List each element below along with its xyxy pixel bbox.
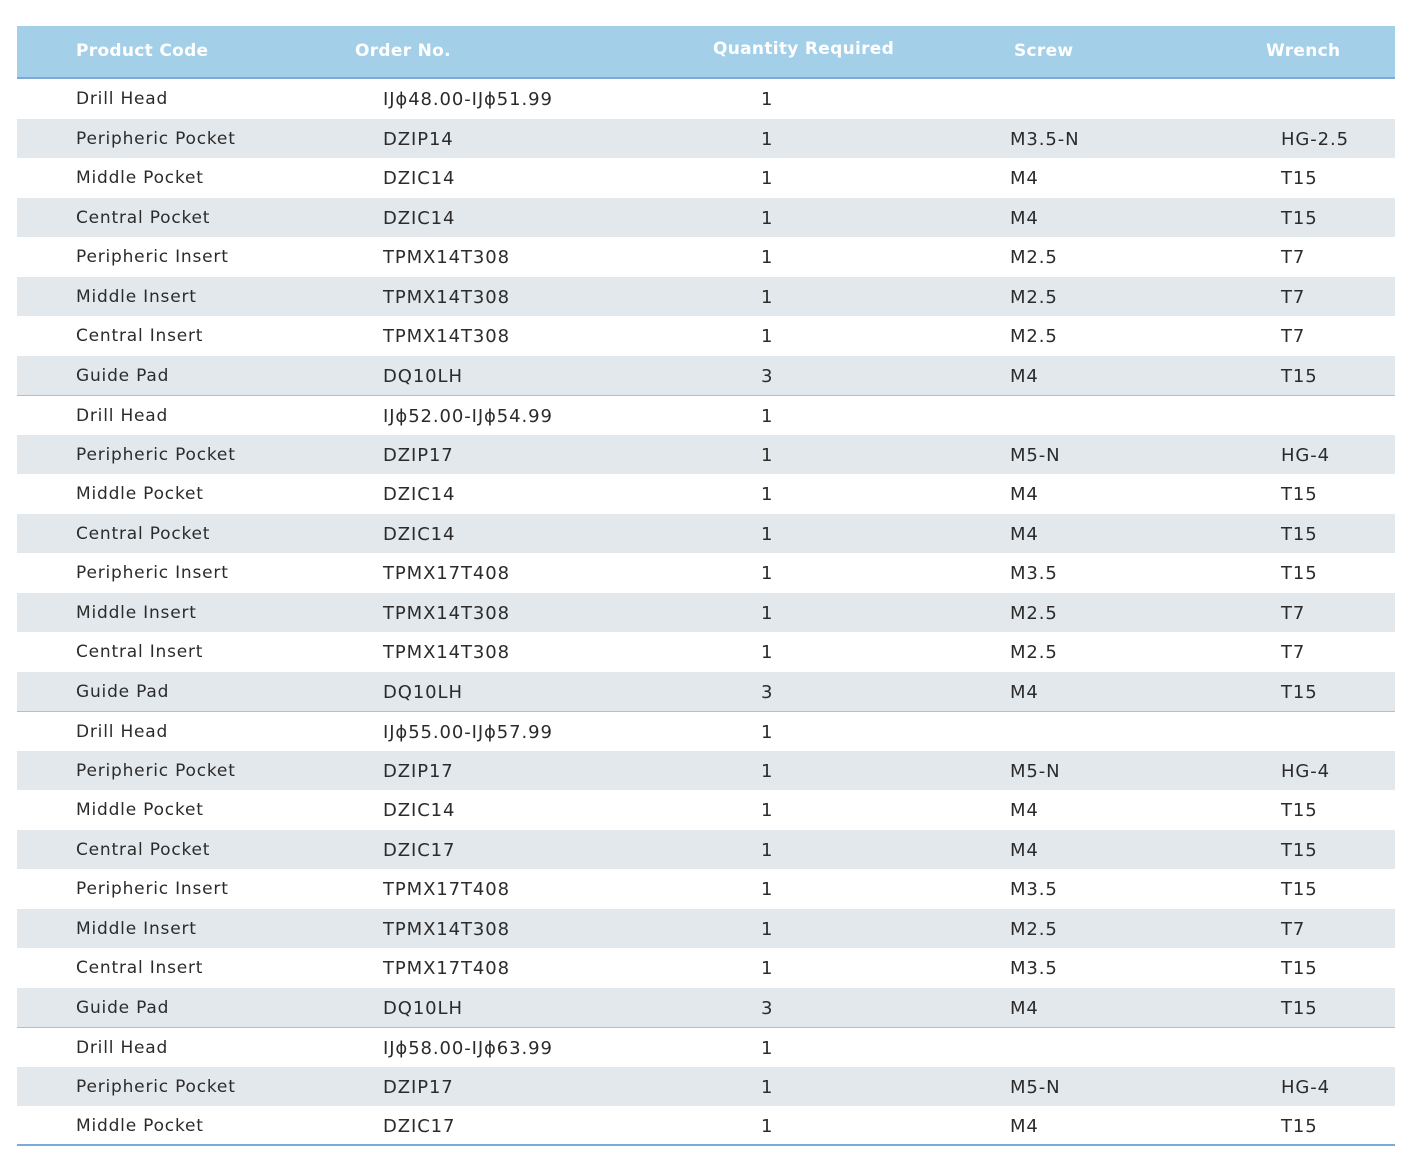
quantity-cell: 1 [761,722,774,743]
screw-cell: M2.5 [1010,286,1058,308]
table-row [17,514,1395,554]
screw-cell: M4 [1010,484,1039,505]
product-code-cell: Guide Pad [76,997,170,1018]
wrench-cell: T15 [1281,958,1318,979]
header-product-code: Product Code [76,41,209,61]
quantity-cell: 1 [761,168,774,189]
wrench-cell: HG-4 [1281,444,1331,466]
order-no-cell: TPMX14T308 [383,918,510,940]
table-row [17,830,1395,870]
wrench-cell: T15 [1281,523,1318,545]
screw-cell: M4 [1010,839,1039,861]
wrench-cell: T7 [1281,602,1306,624]
product-code-cell: Drill Head [76,1038,169,1058]
quantity-cell: 1 [761,207,774,229]
wrench-cell: T15 [1281,1116,1318,1137]
wrench-cell: T7 [1281,326,1306,347]
wrench-cell: HG-4 [1281,1076,1331,1098]
quantity-cell: 1 [761,563,774,584]
wrench-cell: T15 [1281,563,1318,584]
order-no-cell: TPMX14T308 [383,602,510,624]
order-no-cell: DZIC14 [383,484,456,505]
product-code-cell: Drill Head [76,722,169,742]
table-row [17,158,1395,198]
product-code-cell: Peripheric Pocket [76,444,236,465]
wrench-cell: T15 [1281,484,1318,505]
order-no-cell: TPMX17T408 [383,879,510,900]
quantity-cell: 3 [761,365,774,387]
table-row [17,711,1395,751]
quantity-cell: 1 [761,760,774,782]
product-code-cell: Middle Insert [76,602,197,623]
product-code-cell: Central Pocket [76,207,211,228]
wrench-cell: HG-2.5 [1281,128,1350,150]
table-row [17,790,1395,830]
order-no-cell: DZIC14 [383,207,456,229]
table-header [17,26,1395,79]
wrench-cell: T15 [1281,365,1318,387]
quantity-cell: 1 [761,839,774,861]
table-row [17,119,1395,159]
table-row [17,198,1395,238]
header-wrench: Wrench [1266,41,1341,61]
table-row [17,1027,1395,1067]
wrench-cell: T15 [1281,879,1318,900]
table-row [17,948,1395,988]
quantity-cell: 1 [761,326,774,347]
quantity-cell: 1 [761,958,774,979]
quantity-cell: 1 [761,1076,774,1098]
order-no-cell: DQ10LH [383,681,463,703]
product-code-cell: Middle Insert [76,286,197,307]
header-screw: Screw [1014,41,1074,61]
screw-cell: M5-N [1010,1076,1061,1098]
screw-cell: M2.5 [1010,602,1058,624]
product-code-cell: Peripheric Insert [76,879,229,899]
order-no-cell: DQ10LH [383,365,463,387]
quantity-cell: 1 [761,247,774,268]
order-no-cell: DZIC14 [383,800,456,821]
order-no-cell: TPMX14T308 [383,286,510,308]
product-code-cell: Middle Pocket [76,484,204,504]
product-code-cell: Central Insert [76,958,204,978]
product-code-cell: Peripheric Insert [76,247,229,267]
product-code-cell: Guide Pad [76,365,170,386]
product-code-cell: Peripheric Insert [76,563,229,583]
product-code-cell: Drill Head [76,89,169,109]
quantity-cell: 1 [761,406,774,427]
screw-cell: M4 [1010,523,1039,545]
product-code-cell: Middle Pocket [76,800,204,820]
table-row [17,1106,1395,1146]
table-row [17,1067,1395,1107]
screw-cell: M3.5 [1010,879,1058,900]
table-row [17,395,1395,435]
screw-cell: M2.5 [1010,326,1058,347]
wrench-cell: T15 [1281,997,1318,1019]
order-no-cell: DZIC17 [383,1116,456,1137]
header-quantity-required: Quantity Required [713,39,895,59]
order-no-cell: DZIC14 [383,168,456,189]
header-order-no: Order No. [355,41,451,61]
product-code-cell: Peripheric Pocket [76,760,236,781]
product-code-cell: Middle Pocket [76,168,204,188]
wrench-cell: T7 [1281,286,1306,308]
table-row [17,593,1395,633]
order-no-cell: IJϕ58.00-IJϕ63.99 [383,1038,553,1059]
wrench-cell: T7 [1281,642,1306,663]
product-code-cell: Central Pocket [76,839,211,860]
quantity-cell: 3 [761,997,774,1019]
table-body [17,79,1395,1146]
quantity-cell: 1 [761,879,774,900]
order-no-cell: TPMX17T408 [383,563,510,584]
product-code-cell: Guide Pad [76,681,170,702]
quantity-cell: 1 [761,523,774,545]
screw-cell: M2.5 [1010,642,1058,663]
order-no-cell: TPMX14T308 [383,247,510,268]
order-no-cell: DZIP17 [383,444,454,466]
wrench-cell: T15 [1281,168,1318,189]
screw-cell: M5-N [1010,444,1061,466]
screw-cell: M3.5 [1010,563,1058,584]
table-row [17,435,1395,475]
product-code-cell: Drill Head [76,406,169,426]
quantity-cell: 3 [761,681,774,703]
table-row [17,632,1395,672]
table-row [17,672,1395,712]
screw-cell: M2.5 [1010,918,1058,940]
quantity-cell: 1 [761,444,774,466]
order-no-cell: TPMX17T408 [383,958,510,979]
table-row [17,869,1395,909]
screw-cell: M4 [1010,681,1039,703]
order-no-cell: DZIP14 [383,128,454,150]
quantity-cell: 1 [761,128,774,150]
screw-cell: M4 [1010,207,1039,229]
order-no-cell: DQ10LH [383,997,463,1019]
table-row [17,316,1395,356]
order-no-cell: IJϕ52.00-IJϕ54.99 [383,406,553,427]
product-code-cell: Middle Pocket [76,1116,204,1136]
quantity-cell: 1 [761,1116,774,1137]
screw-cell: M2.5 [1010,247,1058,268]
order-no-cell: TPMX14T308 [383,642,510,663]
quantity-cell: 1 [761,800,774,821]
product-code-cell: Central Pocket [76,523,211,544]
table-row [17,237,1395,277]
product-code-cell: Peripheric Pocket [76,128,236,149]
order-no-cell: TPMX14T308 [383,326,510,347]
quantity-cell: 1 [761,918,774,940]
wrench-cell: T7 [1281,247,1306,268]
product-code-cell: Central Insert [76,326,204,346]
wrench-cell: T15 [1281,681,1318,703]
screw-cell: M4 [1010,997,1039,1019]
quantity-cell: 1 [761,89,774,110]
order-no-cell: DZIC17 [383,839,456,861]
quantity-cell: 1 [761,484,774,505]
screw-cell: M4 [1010,168,1039,189]
order-no-cell: IJϕ55.00-IJϕ57.99 [383,722,553,743]
table-row [17,751,1395,791]
quantity-cell: 1 [761,286,774,308]
screw-cell: M4 [1010,1116,1039,1137]
product-code-cell: Middle Insert [76,918,197,939]
quantity-cell: 1 [761,642,774,663]
quantity-cell: 1 [761,1038,774,1059]
screw-cell: M3.5-N [1010,128,1080,150]
wrench-cell: HG-4 [1281,760,1331,782]
wrench-cell: T15 [1281,800,1318,821]
screw-cell: M4 [1010,800,1039,821]
order-no-cell: DZIC14 [383,523,456,545]
quantity-cell: 1 [761,602,774,624]
wrench-cell: T7 [1281,918,1306,940]
order-no-cell: IJϕ48.00-IJϕ51.99 [383,89,553,110]
table-row [17,356,1395,396]
table-row [17,474,1395,514]
table-row [17,79,1395,119]
screw-cell: M3.5 [1010,958,1058,979]
table-row [17,909,1395,949]
order-no-cell: DZIP17 [383,1076,454,1098]
wrench-cell: T15 [1281,207,1318,229]
order-no-cell: DZIP17 [383,760,454,782]
parts-table [17,26,1395,1146]
product-code-cell: Peripheric Pocket [76,1076,236,1097]
table-row [17,277,1395,317]
screw-cell: M4 [1010,365,1039,387]
table-row [17,553,1395,593]
table-row [17,988,1395,1028]
product-code-cell: Central Insert [76,642,204,662]
wrench-cell: T15 [1281,839,1318,861]
screw-cell: M5-N [1010,760,1061,782]
